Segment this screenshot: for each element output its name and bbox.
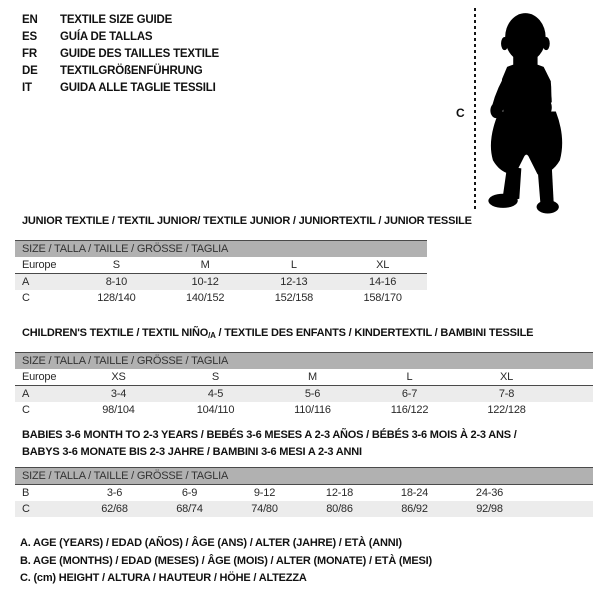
size-value-cell: 86/92: [401, 503, 428, 515]
size-value-cell: 8-10: [105, 276, 127, 288]
size-value-cell: 12-13: [280, 276, 308, 288]
size-value-cell: 18-24: [400, 487, 429, 499]
table-row: [15, 369, 593, 385]
size-header-cell: L: [406, 371, 413, 383]
language-title: TEXTILGRÖßENFÜHRUNG: [60, 65, 203, 77]
size-value-cell: 62/68: [101, 503, 128, 515]
size-header-cell: S: [211, 371, 220, 383]
language-header: [22, 12, 219, 97]
babies-size-table: [15, 467, 593, 517]
height-figure: [450, 4, 600, 216]
size-value-cell: 128/140: [97, 292, 136, 304]
size-header-cell: S: [112, 259, 120, 271]
footnote-c: C. (cm) HEIGHT / ALTURA / HAUTEUR / HÖHE / ALTEZZA: [20, 572, 307, 584]
size-value-cell: 104/110: [196, 404, 235, 416]
table-row: [15, 290, 427, 306]
table-row: [15, 501, 593, 517]
row-label: C: [22, 404, 30, 416]
children-title-subscript: /A: [208, 331, 216, 340]
junior-size-table: [15, 240, 427, 306]
table-row: [15, 484, 593, 501]
language-row-de: [22, 63, 219, 80]
size-value-cell: 68/74: [176, 503, 203, 515]
language-title: TEXTILE SIZE GUIDE: [60, 14, 173, 26]
babies-title-line1: BABIES 3-6 MONTH TO 2-3 YEARS / BEBÉS 3-6 MESES A 2-3 AÑOS / BÉBÉS 3-6 MOIS À 2-3 ANS /: [22, 429, 517, 441]
language-code: FR: [22, 48, 37, 60]
row-label: C: [22, 292, 30, 304]
size-header-cell: XL: [376, 259, 390, 271]
footnote-a: A. AGE (YEARS) / EDAD (AÑOS) / ÂGE (ANS) / ALTER (JAHRE) / ETÀ (ANNI): [20, 537, 402, 549]
table-row: [15, 257, 427, 273]
language-title: GUIDA ALLE TAGLIE TESSILI: [60, 82, 216, 94]
language-code: DE: [22, 65, 38, 77]
size-value-cell: 98/104: [102, 404, 135, 416]
table-row: [15, 385, 593, 402]
height-dashed-line: [474, 8, 476, 210]
babies-table-title: [22, 427, 517, 461]
size-value-cell: 4-5: [207, 388, 224, 400]
size-value-cell: 116/122: [390, 404, 429, 416]
size-header-cell: L: [290, 259, 297, 271]
size-value-cell: 140/152: [185, 292, 225, 304]
babies-title-line2: BABYS 3-6 MONATE BIS 2-3 JAHRE / BAMBINI 3-6 MESI A 2-3 ANNI: [22, 446, 362, 458]
size-value-cell: 3-6: [106, 487, 123, 499]
size-header-cell: XL: [499, 371, 514, 383]
height-c-label: C: [456, 106, 465, 120]
size-value-cell: 122/128: [487, 404, 526, 416]
footnote-b: B. AGE (MONTHS) / EDAD (MESES) / ÂGE (MOIS) / ALTER (MONATE) / ETÀ (MESI): [20, 554, 432, 567]
junior-table-title: JUNIOR TEXTILE / TEXTIL JUNIOR/ TEXTILE JUNIOR / JUNIORTEXTIL / JUNIOR TESSILE: [22, 215, 472, 227]
table-row: [15, 402, 593, 418]
size-value-cell: 10-12: [191, 276, 219, 288]
row-label: Europe: [22, 371, 57, 383]
size-value-cell: 80/86: [326, 503, 353, 515]
size-value-cell: 5-6: [304, 388, 321, 400]
children-table-title: [22, 325, 533, 344]
language-code: EN: [22, 14, 38, 26]
size-header-cell: M: [308, 371, 317, 383]
size-value-cell: 24-36: [475, 487, 504, 499]
language-title: GUÍA DE TALLAS: [60, 31, 153, 43]
row-label: B: [22, 487, 30, 499]
language-row-en: [22, 12, 219, 29]
junior-size-bar: SIZE / TALLA / TAILLE / GRÖSSE / TAGLIA: [15, 240, 427, 257]
row-label: C: [22, 503, 30, 515]
babies-size-bar: SIZE / TALLA / TAILLE / GRÖSSE / TAGLIA: [15, 467, 593, 484]
size-value-cell: 110/116: [294, 404, 331, 416]
language-row-es: [22, 29, 219, 46]
children-title-prefix: CHILDREN'S TEXTILE / TEXTIL NIÑO: [22, 327, 209, 339]
size-value-cell: 7-8: [498, 388, 515, 400]
children-size-bar: SIZE / TALLA / TAILLE / GRÖSSE / TAGLIA: [15, 352, 593, 369]
size-header-cell: XS: [111, 371, 126, 383]
children-size-table: [15, 352, 593, 418]
size-value-cell: 9-12: [253, 487, 276, 499]
language-row-it: [22, 80, 219, 97]
language-row-fr: [22, 46, 219, 63]
size-value-cell: 12-18: [325, 487, 354, 499]
language-title: GUIDE DES TAILLES TEXTILE: [60, 48, 219, 60]
size-value-cell: 74/80: [251, 503, 278, 515]
size-value-cell: 6-9: [181, 487, 198, 499]
language-code: IT: [22, 82, 32, 94]
children-title-suffix: / TEXTILE DES ENFANTS / KINDERTEXTIL / BAMBINI TESSILE: [215, 327, 534, 339]
size-header-cell: M: [200, 259, 210, 271]
table-row: [15, 273, 427, 290]
size-value-cell: 6-7: [401, 388, 418, 400]
size-value-cell: 158/170: [363, 292, 402, 304]
language-code: ES: [22, 31, 37, 43]
row-label: A: [22, 388, 30, 400]
baby-silhouette-image: [483, 6, 583, 214]
row-label: Europe: [22, 259, 57, 271]
footnotes: [20, 535, 432, 588]
row-label: A: [22, 276, 30, 288]
size-value-cell: 3-4: [110, 388, 127, 400]
size-value-cell: 14-16: [369, 276, 397, 288]
size-value-cell: 92/98: [476, 503, 503, 515]
size-value-cell: 152/158: [274, 292, 314, 304]
